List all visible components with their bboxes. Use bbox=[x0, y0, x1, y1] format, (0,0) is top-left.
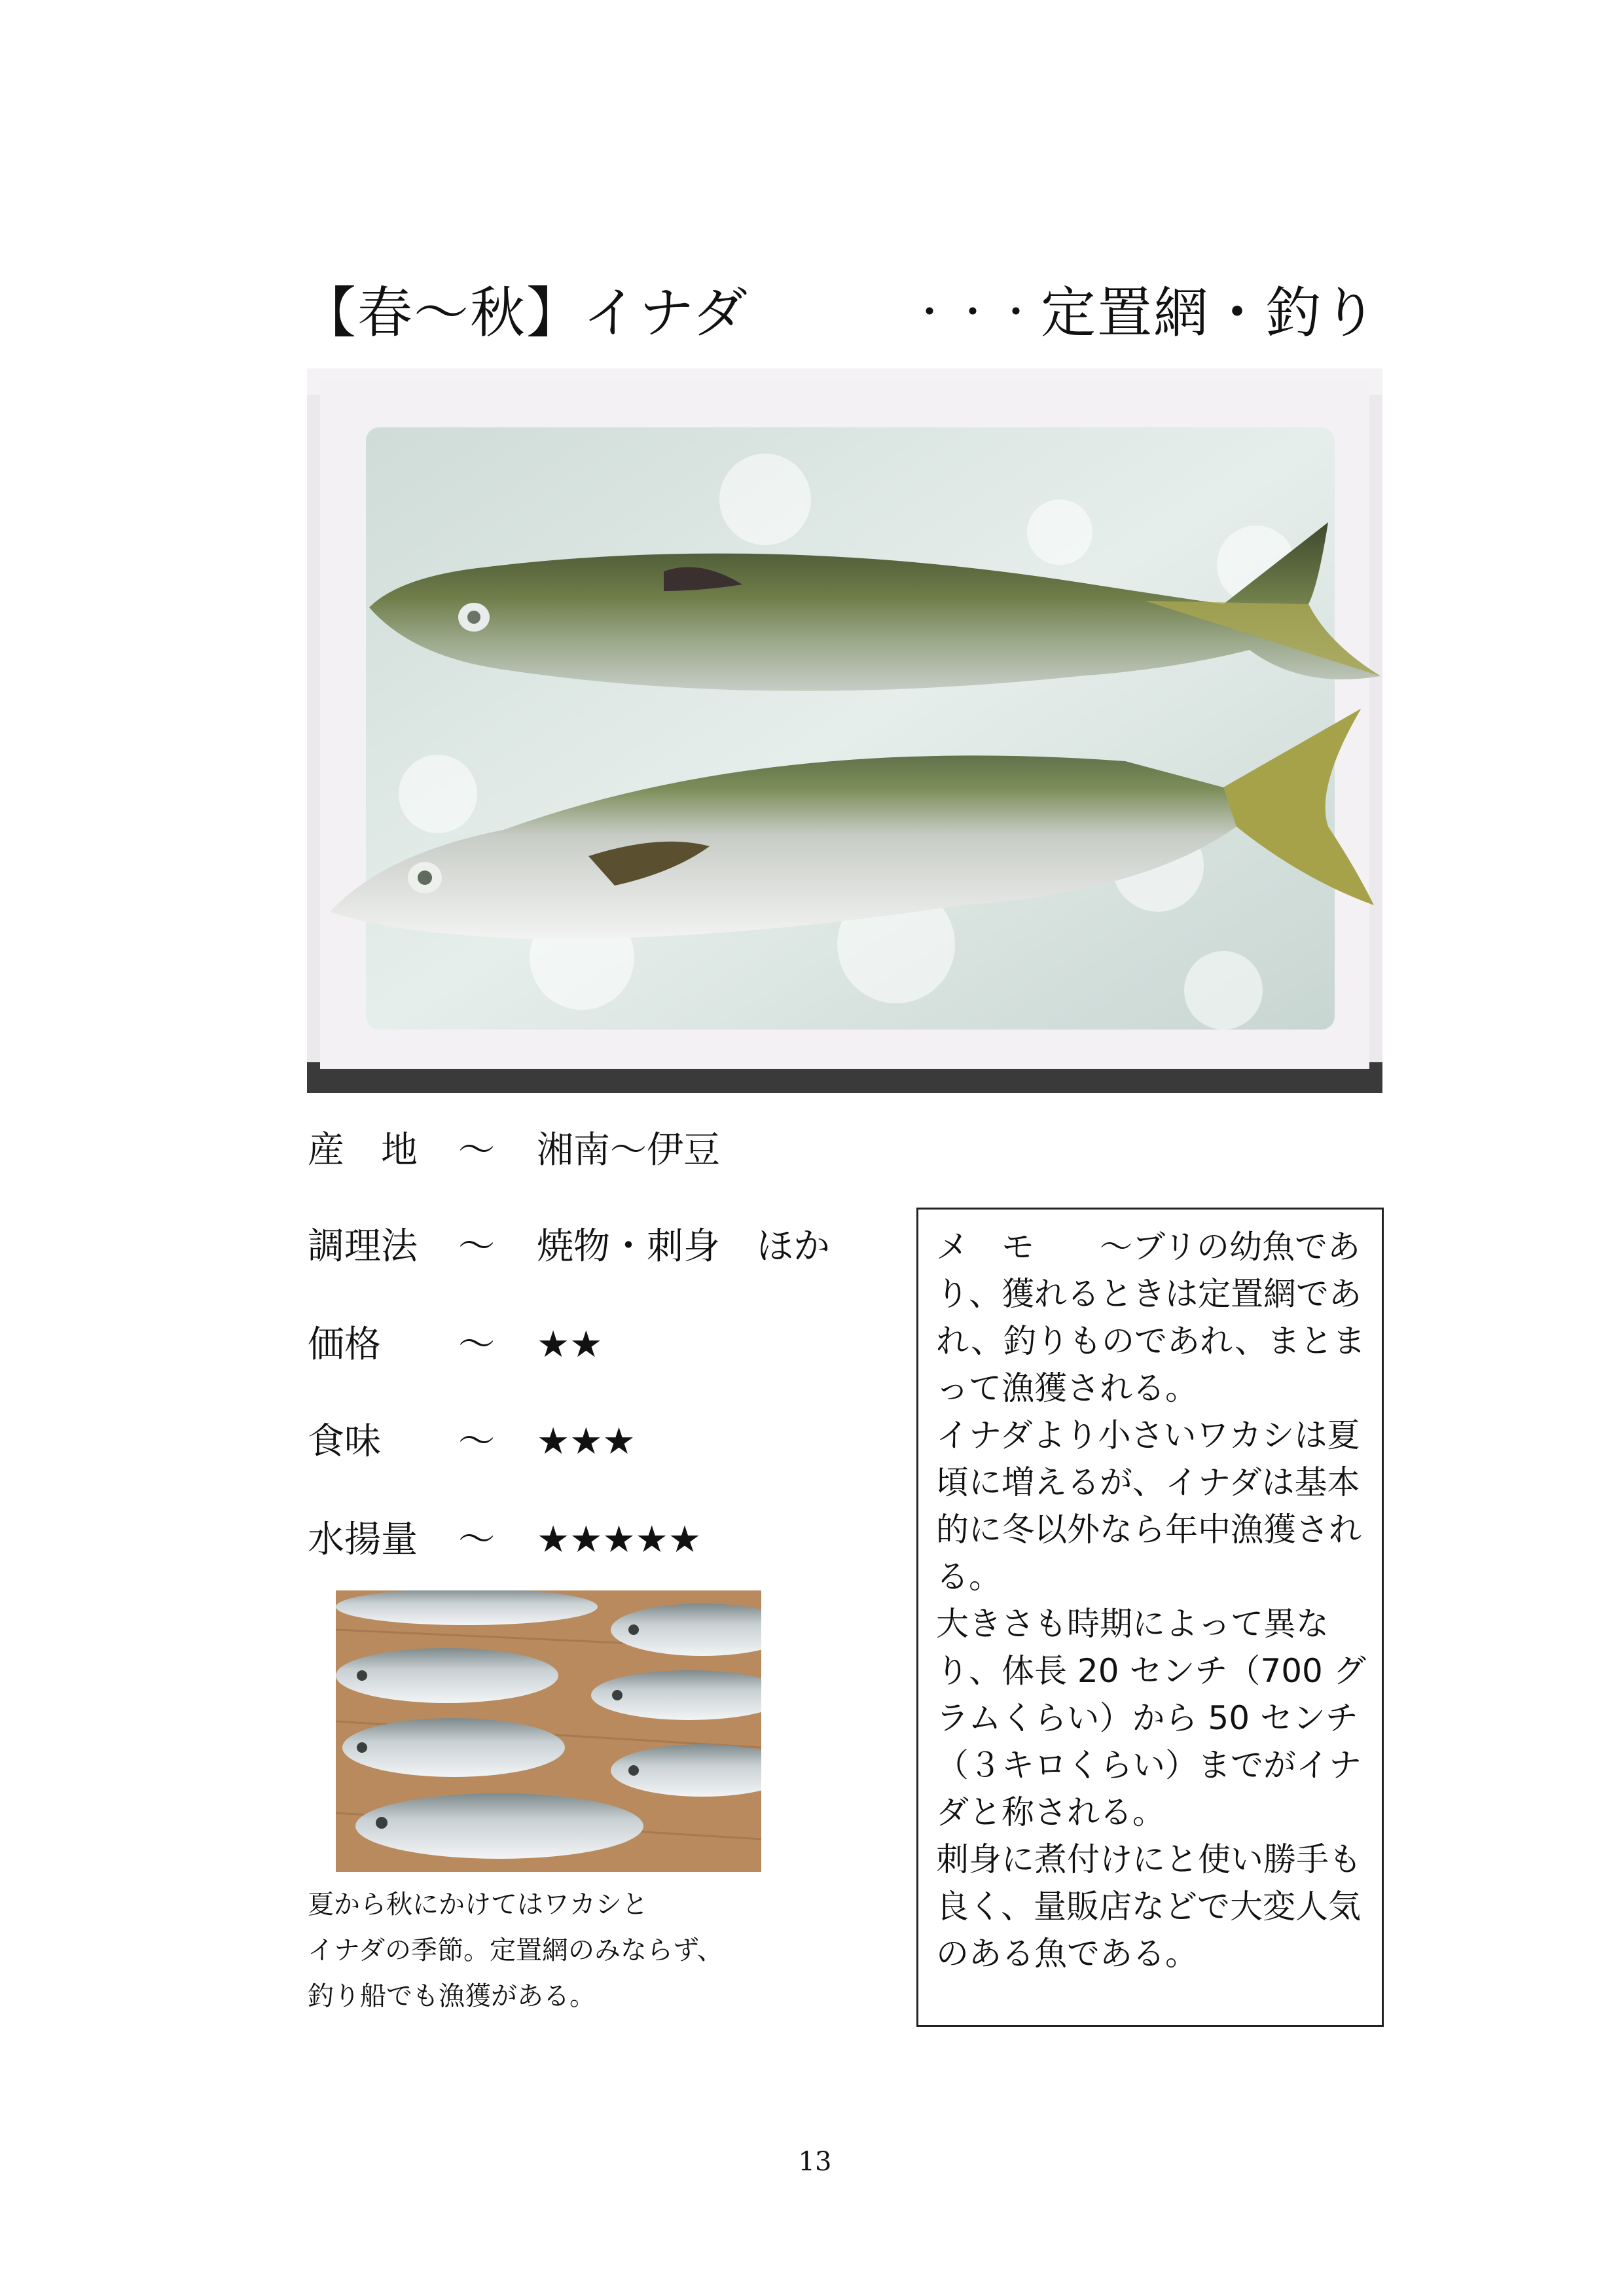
memo-line: メ モ 〜ブリの幼魚であ bbox=[936, 1228, 1360, 1266]
taste-rating: ★★★ bbox=[537, 1420, 636, 1463]
main-fish-photo bbox=[307, 368, 1382, 1093]
small-fish-photo bbox=[336, 1590, 761, 1872]
photo-caption-line: 釣り船でも漁獲がある。 bbox=[308, 1981, 596, 2011]
catch-volume-separator: 〜 bbox=[458, 1518, 495, 1561]
memo-line: り、体長 20 センチ（700 グ bbox=[936, 1652, 1366, 1690]
cooking-value: 焼物・刺身 ほか bbox=[537, 1225, 830, 1268]
catch-volume-rating: ★★★★★ bbox=[537, 1518, 702, 1561]
memo-line: って漁獲される。 bbox=[936, 1369, 1198, 1407]
memo-line: ダと称される。 bbox=[936, 1793, 1165, 1831]
memo-line: イナダより小さいワカシは夏 bbox=[936, 1416, 1360, 1454]
memo-line: 頃に増えるが、イナダは基本 bbox=[936, 1463, 1360, 1501]
taste-separator: 〜 bbox=[458, 1420, 495, 1463]
origin-label: 産 地 bbox=[308, 1129, 418, 1172]
photo-caption-line: イナダの季節。定置網のみならず、 bbox=[308, 1935, 723, 1965]
memo-line: のある魚である。 bbox=[936, 1935, 1198, 1973]
cooking-label: 調理法 bbox=[308, 1225, 418, 1268]
memo-line: 大きさも時期によって異な bbox=[936, 1605, 1329, 1643]
memo-line: （３キロくらい）までがイナ bbox=[936, 1746, 1362, 1784]
catch-volume-label: 水揚量 bbox=[308, 1518, 418, 1561]
memo-line: り、獲れるときは定置網であ bbox=[936, 1275, 1362, 1313]
page-number: 13 bbox=[798, 2147, 832, 2177]
taste-label: 食味 bbox=[308, 1420, 381, 1463]
cooking-separator: 〜 bbox=[458, 1225, 495, 1268]
memo-line: 的に冬以外なら年中漁獲され bbox=[936, 1511, 1362, 1549]
title-separator: ・・・ bbox=[910, 290, 1039, 336]
memo-line: 良く、量販店などで大変人気 bbox=[936, 1888, 1361, 1926]
price-rating: ★★ bbox=[537, 1323, 603, 1366]
price-label: 価格 bbox=[308, 1323, 381, 1366]
memo-line: 刺身に煮付けにと使い勝手も bbox=[936, 1840, 1362, 1878]
origin-separator: 〜 bbox=[458, 1129, 495, 1172]
memo-line: ラムくらい）から 50 センチ bbox=[936, 1699, 1358, 1737]
memo-line: れ、釣りものであれ、まとま bbox=[936, 1322, 1365, 1360]
fishing-method: 定置網・釣り bbox=[1041, 281, 1379, 345]
page-title: 【春〜秋】イナダ bbox=[301, 281, 749, 345]
price-separator: 〜 bbox=[458, 1323, 495, 1366]
photo-caption-line: 夏から秋にかけてはワカシと bbox=[308, 1890, 648, 1920]
memo-line: る。 bbox=[936, 1558, 1001, 1596]
origin-value: 湘南〜伊豆 bbox=[537, 1129, 720, 1172]
